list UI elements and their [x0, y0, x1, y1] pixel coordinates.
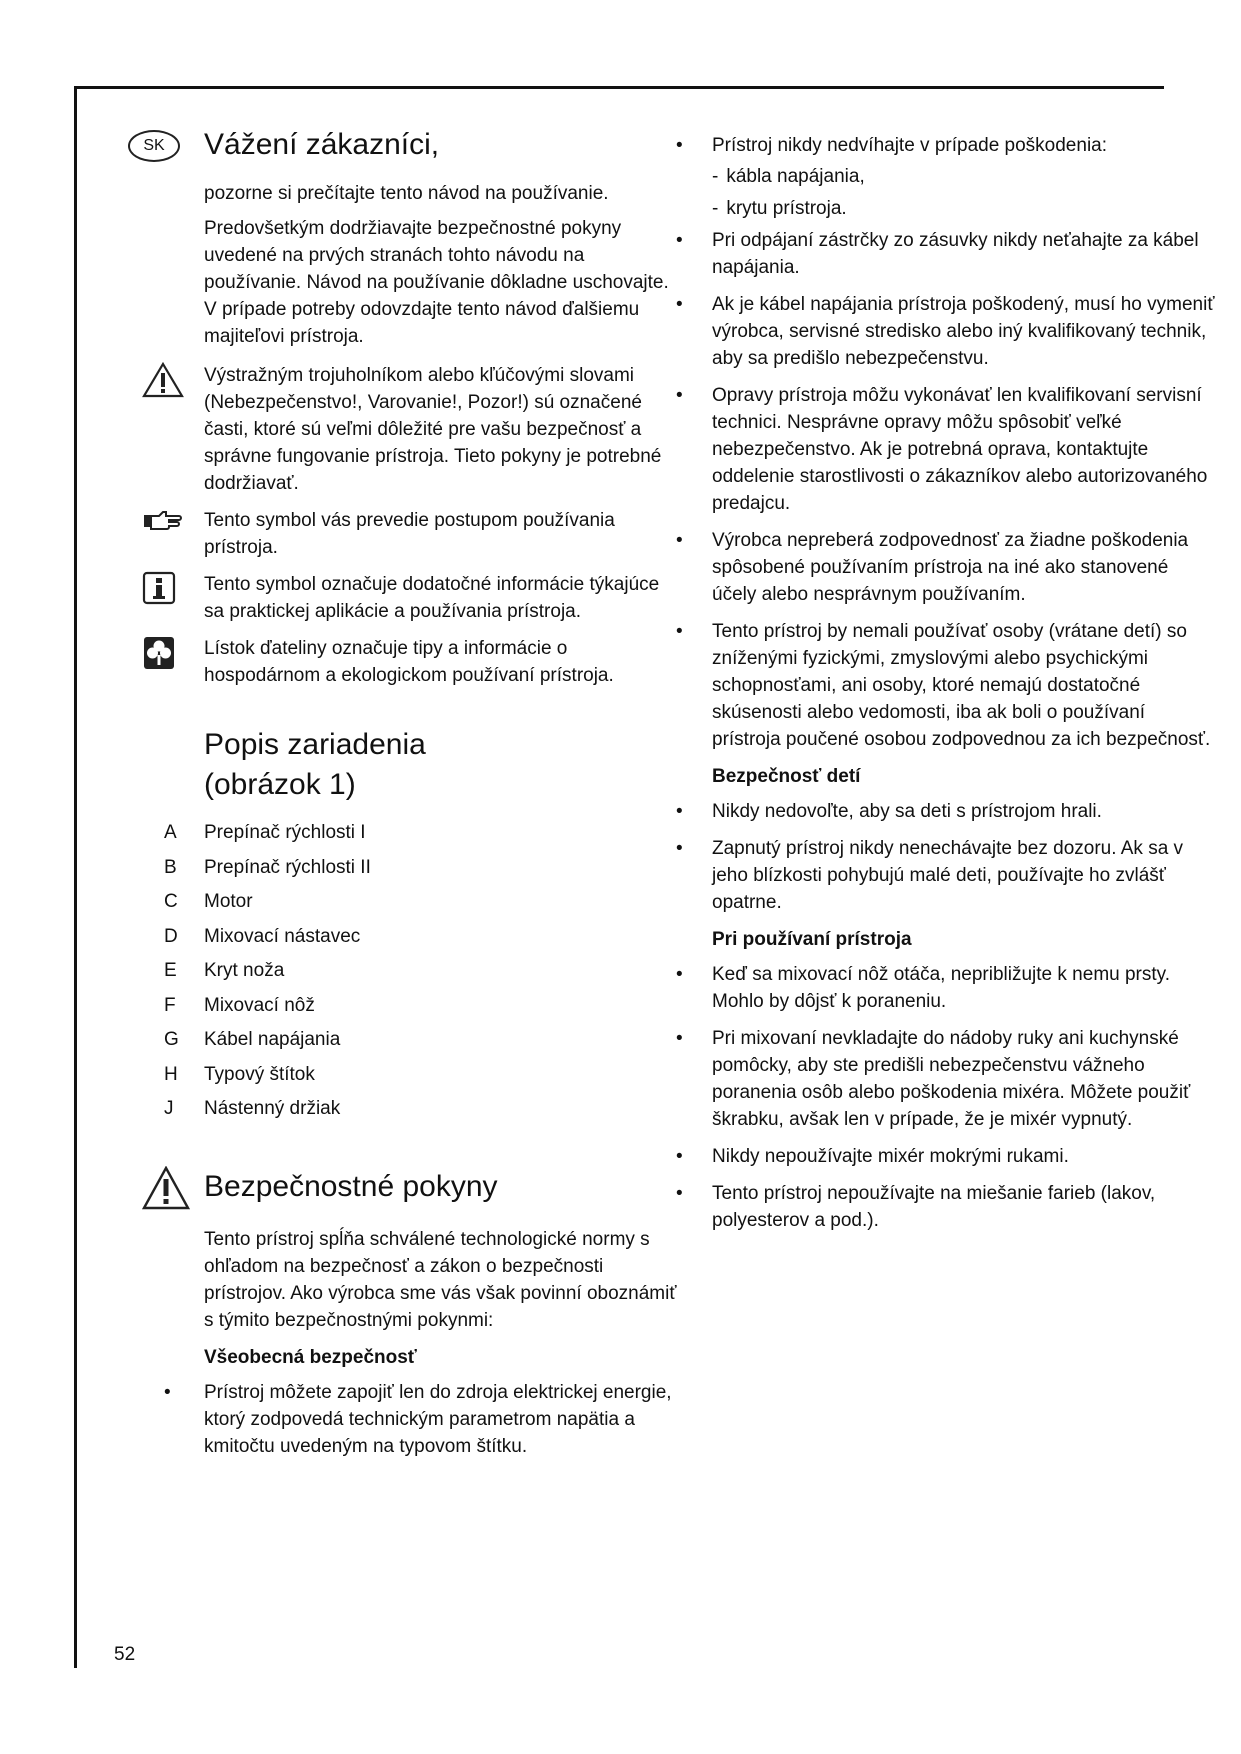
- list-item: E Kryt noža: [164, 960, 285, 981]
- page-frame-top-rule: [74, 86, 1164, 89]
- list-item: G Kábel napájania: [164, 1029, 341, 1050]
- list-item: • Prístroj nikdy nedvíhajte v prípade poškodenia:: [676, 132, 1216, 159]
- page-number: 52: [114, 1644, 136, 1665]
- safety-intro: Tento prístroj spĺňa schválené technologické normy s ohľadom na bezpečnosť a zákon o bezpečnosti prístrojov. Ako výrobca sme vás však povinní oboznámiť s týmito bezpečnostnými pokynmi:: [204, 1228, 677, 1331]
- bullet-dot: •: [676, 838, 683, 859]
- list-item: A Prepínač rýchlosti I: [164, 822, 366, 843]
- symbol-clover-text: Lístok ďateliny označuje tipy a informácie o hospodárnom a ekologickom používaní prístroja.: [204, 638, 614, 686]
- list-item: D Mixovací nástavec: [164, 925, 361, 947]
- greeting-title: Vážení zákazníci,: [204, 128, 440, 161]
- bullet-dot: •: [676, 530, 683, 551]
- bullet-dot: •: [676, 1183, 683, 1204]
- bullet-dot: •: [676, 964, 683, 985]
- bullet-dot: •: [676, 385, 683, 406]
- list-item: • Nikdy nedovoľte, aby sa deti s prístrojom hrali.: [676, 798, 1216, 825]
- cloverleaf-icon: [142, 635, 176, 671]
- page-frame-left-rule: [74, 86, 77, 1668]
- list-item: • Opravy prístroja môžu vykonávať len kvalifikovaní servisní technici. Nesprávne opravy môžu spôsobiť veľké nebezpečenstvo. Ak je potrebná oprava, kontaktujte oddelenie starostlivosti o zákazníkov alebo autorizovaného predajcu.: [676, 382, 1216, 517]
- list-item: C Motor: [164, 891, 253, 912]
- list-item: • Pri mixovaní nevkladajte do nádoby ruky ani kuchynské pomôcky, aby ste predišli nebezpečenstvu vážneho poranenia osôb alebo poškodenia mixéra. Môžete použiť škrabku, avšak len v prípade, že je mixér vypnutý.: [676, 1025, 1216, 1133]
- children-safety-title: Bezpečnosť detí: [712, 766, 861, 787]
- bullet-dot: •: [676, 135, 683, 156]
- language-badge: SK: [128, 130, 180, 162]
- warning-triangle-icon: [142, 1166, 190, 1210]
- list-item: F Mixovací nôž: [164, 994, 315, 1016]
- intro-paragraph: pozorne si prečítajte tento návod na používanie.: [204, 183, 609, 204]
- left-column: [120, 118, 680, 1468]
- intro-paragraph: Predovšetkým dodržiavajte bezpečnostné pokyny uvedené na prvých stranách tohto návodu na používanie. Návod na používanie dôkladne uschovajte. V prípade potreby odovzdajte tento návod ďalšiemu majiteľovi prístroja.: [204, 218, 669, 347]
- usage-safety-title: Pri používaní prístroja: [712, 929, 912, 950]
- list-item: J Nástenný držiak: [164, 1098, 341, 1119]
- bullet-dot: •: [676, 230, 683, 251]
- info-icon: [142, 571, 176, 605]
- safety-title: Bezpečnostné pokyny: [204, 1169, 498, 1203]
- list-item: H Typový štítok: [164, 1063, 315, 1085]
- greeting-heading-row: [120, 118, 680, 166]
- bullet-dot: •: [676, 801, 683, 822]
- parts-list: [120, 819, 680, 1130]
- bullet-dot: •: [676, 294, 683, 315]
- symbol-info-text: Tento symbol označuje dodatočné informácie týkajúce sa praktickej aplikácie a používania prístroja.: [204, 574, 660, 622]
- symbol-info-row: [120, 571, 680, 625]
- symbol-warning-text: Výstražným trojuholníkom alebo kľúčovými slovami (Nebezpečenstvo!, Varovanie!, Pozor!) sú označené časti, ktoré sú veľmi dôležité pre vašu bezpečnosť a správne fungovanie prístroja. Tieto pokyny je potrebné dodržiavať.: [204, 365, 662, 494]
- bullet-dot: •: [164, 1381, 171, 1403]
- dash-item: - krytu prístroja.: [712, 198, 847, 219]
- list-item: • Pri odpájaní zástrčky zo zásuvky nikdy neťahajte za kábel napájania.: [676, 227, 1216, 281]
- dash-item: - kábla napájania,: [712, 166, 865, 187]
- symbol-warning-row: [120, 362, 680, 497]
- description-title: Popis zariadenia (obrázok 1): [204, 728, 426, 801]
- list-item: • Prístroj môžete zapojiť len do zdroja elektrickej energie, ktorý zodpovedá technickým parametrom napätia a kmitočtu uvedeným na typovom štítku.: [120, 1379, 680, 1460]
- general-safety-title: Všeobecná bezpečnosť: [204, 1346, 417, 1368]
- symbol-hand-text: Tento symbol vás prevedie postupom používania prístroja.: [204, 510, 615, 558]
- bullet-dot: •: [676, 1146, 683, 1167]
- list-item: • Zapnutý prístroj nikdy nenechávajte bez dozoru. Ak sa v jeho blízkosti pohybujú malé deti, používajte ho zvlášť opatrne.: [676, 835, 1216, 916]
- safety-heading-row: [120, 1164, 680, 1216]
- list-item: B Prepínač rýchlosti II: [164, 856, 371, 878]
- bullet-dot: •: [676, 1028, 683, 1049]
- list-item: • Výrobca nepreberá zodpovednosť za žiadne poškodenia spôsobené používaním prístroja na iné ako stanovené účely alebo nesprávnym používaním.: [676, 527, 1216, 608]
- list-item: • Keď sa mixovací nôž otáča, nepribližujte k nemu prsty. Mohlo by dôjsť k poraneniu.: [676, 961, 1216, 1015]
- pointing-hand-icon: [142, 509, 182, 533]
- list-item: • Tento prístroj by nemali používať osoby (vrátane detí) so zníženými fyzickými, zmyslovými alebo psychickými schopnosťami, ani osoby, ktoré nemajú dostatočné skúsenosti alebo vedomosti, iba ak boli o používaní prístroja poučené osobou zodpovednou za ich bezpečnosť.: [676, 618, 1216, 753]
- symbol-clover-row: [120, 635, 680, 689]
- list-item: • Nikdy nepoužívajte mixér mokrými rukami.: [676, 1143, 1216, 1170]
- bullet-dot: •: [676, 621, 683, 642]
- list-item: • Ak je kábel napájania prístroja poškodený, musí ho vymeniť výrobca, servisné stredisko alebo iný kvalifikovaný technik, aby sa predišlo nebezpečenstvu.: [676, 291, 1216, 372]
- right-column: [676, 132, 1216, 1244]
- warning-triangle-icon: [142, 362, 184, 398]
- list-item: • Tento prístroj nepoužívajte na miešanie farieb (lakov, polyesterov a pod.).: [676, 1180, 1216, 1234]
- symbol-hand-row: [120, 507, 680, 561]
